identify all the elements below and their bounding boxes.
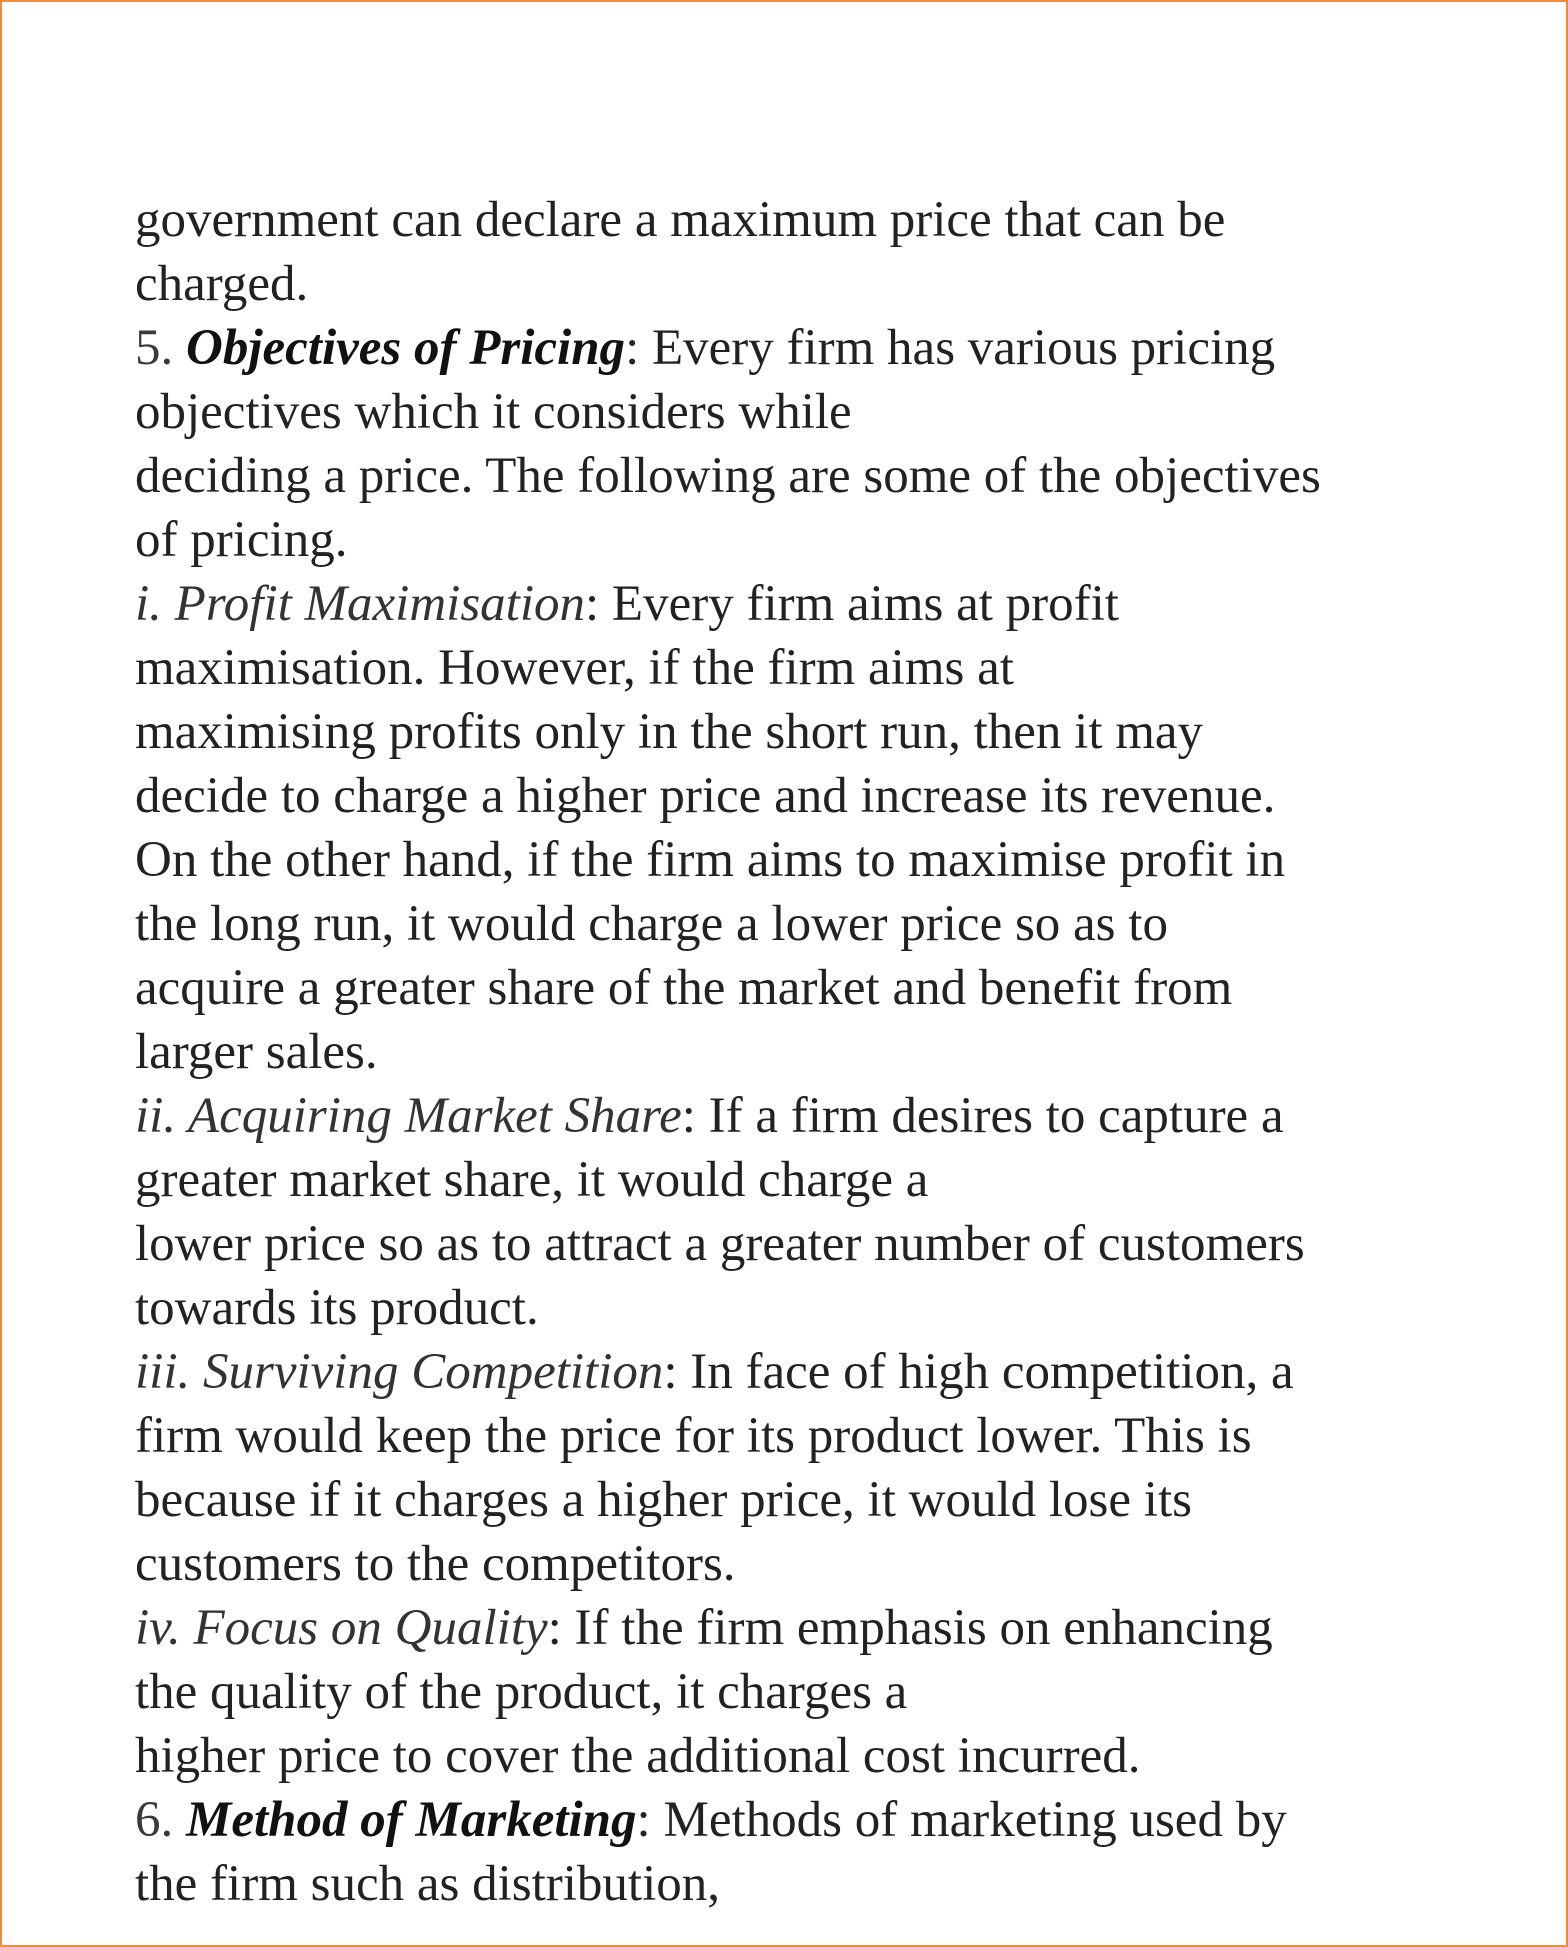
line-text: the long run, it would charge a lower price so as to [135,896,1168,952]
line-text: greater market share, it would charge a [135,1152,929,1208]
text-line [135,1340,1535,1404]
line-text: objectives which it considers while [135,384,852,440]
text-line [135,380,1535,444]
line-text: lower price so as to attract a greater number of customers [135,1216,1305,1272]
text-line [135,956,1535,1020]
section-heading: Method of Marketing [186,1792,637,1848]
line-text: of pricing. [135,512,348,568]
section-heading: ii. Acquiring Market Share [135,1088,682,1144]
line-text: higher price to cover the additional cost incurred. [135,1728,1141,1784]
text-line [135,1724,1535,1788]
line-text: the quality of the product, it charges a [135,1664,908,1720]
line-text: : If the firm emphasis on enhancing [547,1600,1273,1656]
section-heading: iv. Focus on Quality [135,1600,548,1656]
text-line [135,1660,1535,1724]
text-line [135,1532,1535,1596]
text-line [135,828,1535,892]
line-text: because if it charges a higher price, it would lose its [135,1472,1192,1528]
line-text: the firm such as distribution, [135,1856,721,1912]
line-text: decide to charge a higher price and increase its revenue. [135,768,1276,824]
section-number: 5. [135,320,186,376]
text-line [135,316,1535,380]
text-line [135,1020,1535,1084]
line-text: customers to the competitors. [135,1536,736,1592]
text-line [135,252,1535,316]
section-heading: iii. Surviving Competition [135,1344,664,1400]
line-text: larger sales. [135,1024,378,1080]
line-text: maximising profits only in the short run, then it may [135,704,1204,760]
line-text: : In face of high competition, a [663,1344,1294,1400]
text-line [135,572,1535,636]
line-text: towards its product. [135,1280,539,1336]
text-line [135,508,1535,572]
text-line [135,636,1535,700]
text-line [135,1148,1535,1212]
line-text: charged. [135,256,309,312]
line-text: firm would keep the price for its product lower. This is [135,1408,1252,1464]
line-text: : Methods of marketing used by [636,1792,1287,1848]
section-number: 6. [135,1792,186,1848]
text-line [135,1468,1535,1532]
line-text: acquire a greater share of the market and benefit from [135,960,1233,1016]
text-line [135,764,1535,828]
text-line [135,892,1535,956]
text-line [135,700,1535,764]
section-heading: i. Profit Maximisation [135,576,586,632]
line-text: : If a firm desires to capture a [681,1088,1284,1144]
text-line [135,1596,1535,1660]
text-line [135,444,1535,508]
text-line [135,1852,1535,1916]
body-text [135,188,1535,1916]
text-line [135,1212,1535,1276]
line-text: On the other hand, if the firm aims to maximise profit in [135,832,1286,888]
text-line [135,188,1535,252]
line-text: government can declare a maximum price that can be [135,192,1226,248]
section-heading: Objectives of Pricing [186,320,626,376]
text-line [135,1788,1535,1852]
line-text: maximisation. However, if the firm aims at [135,640,1014,696]
text-line [135,1404,1535,1468]
text-line [135,1276,1535,1340]
text-line [135,1084,1535,1148]
line-text: : Every firm has various pricing [625,320,1276,376]
line-text: deciding a price. The following are some of the objectives [135,448,1321,504]
line-text: : Every firm aims at profit [585,576,1119,632]
